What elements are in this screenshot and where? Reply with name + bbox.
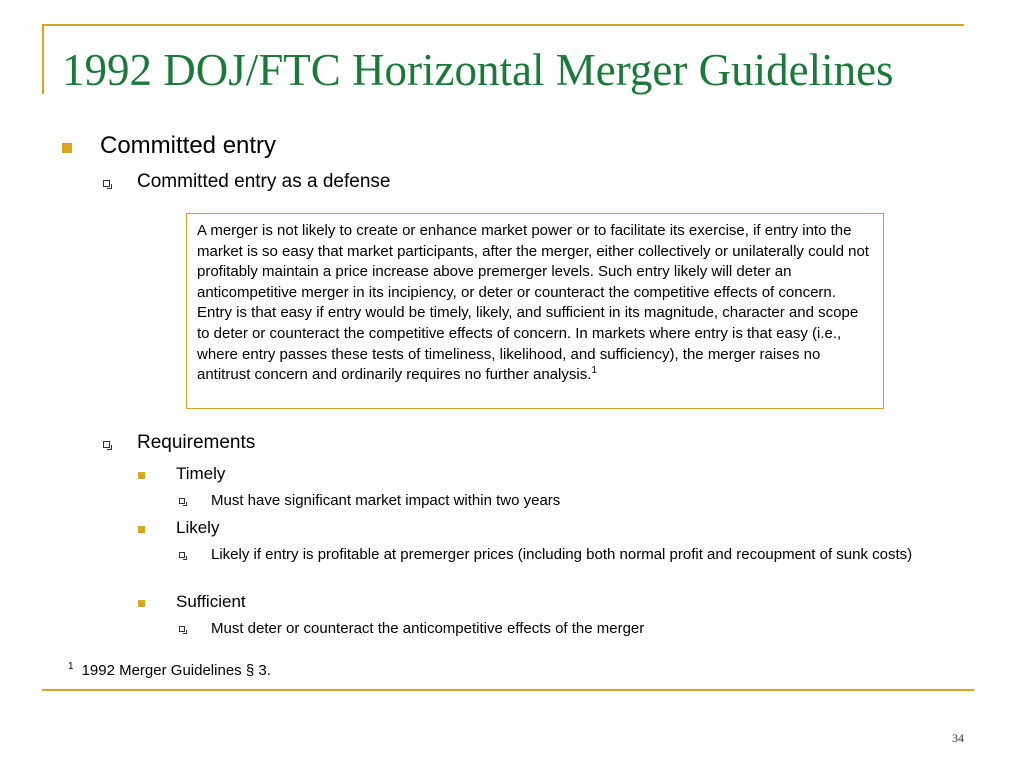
- hollow-square-bullet-icon: [179, 626, 185, 632]
- page-number: 34: [952, 731, 964, 745]
- requirement-sufficient-detail: Must deter or counteract the anticompetitive effects of the merger: [211, 620, 645, 637]
- requirement-sufficient: Sufficient: [176, 592, 246, 611]
- hollow-square-bullet-icon: [103, 180, 110, 187]
- square-bullet-icon: [138, 526, 145, 533]
- left-rule: [42, 24, 44, 94]
- footnote: [68, 661, 271, 681]
- requirement-timely-detail: Must have significant market impact within two years: [211, 492, 561, 509]
- footnote-marker: 1: [68, 661, 74, 672]
- bottom-rule: [42, 689, 974, 691]
- quote-text: A merger is not likely to create or enhance market power or to facilitate its exercise, if entry into the market is so easy that market participants, after the merger, either collectively or unilaterally could not profitably maintain a price increase above premerger levels. Such entry likely will deter an anticompetitive merger in its incipiency, or deter or counteract the competitive effects of concern. Entry is that easy if entry would be timely, likely, and sufficient in its magnitude, character and scope to deter or counteract the competitive effects of concern. In markets where entry is that easy (i.e., where entry passes these tests of timeliness, likelihood, and sufficiency), the merger raises no antitrust concern and ordinarily requires no further analysis.: [197, 222, 869, 384]
- hollow-square-bullet-icon: [179, 498, 185, 504]
- square-bullet-icon: [62, 143, 72, 153]
- bullet-committed-entry-defense: Committed entry as a defense: [137, 171, 391, 192]
- square-bullet-icon: [138, 472, 145, 479]
- square-bullet-icon: [138, 600, 145, 607]
- quote-footnote-marker: 1: [591, 365, 597, 377]
- requirement-timely: Timely: [176, 464, 226, 483]
- hollow-square-bullet-icon: [179, 552, 185, 558]
- guidelines-quote-box: [186, 213, 884, 409]
- bullet-committed-entry: Committed entry: [100, 132, 277, 159]
- requirement-likely-detail: Likely if entry is profitable at premerger prices (including both normal profit and recoupment of sunk costs): [211, 546, 913, 563]
- bullet-requirements: Requirements: [137, 432, 256, 453]
- requirement-likely: Likely: [176, 518, 220, 537]
- slide-title: 1992 DOJ/FTC Horizontal Merger Guidelines: [62, 45, 894, 95]
- hollow-square-bullet-icon: [103, 441, 110, 448]
- footnote-text: 1992 Merger Guidelines § 3.: [81, 662, 271, 679]
- top-rule: [42, 24, 964, 26]
